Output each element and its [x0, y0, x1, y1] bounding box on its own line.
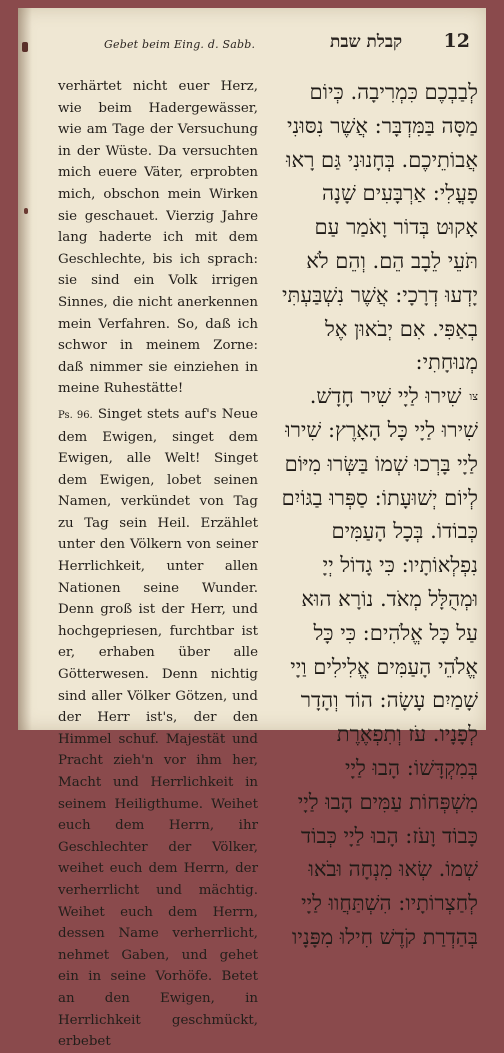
psalm-number: צו — [469, 390, 478, 404]
hebrew-line: אָקוּט בְּדוֹר וָאֹמַר עַם — [314, 215, 478, 240]
hebrew-line: כְּבוֹדוֹ. בְּכָל הָעַמִּים — [331, 519, 478, 544]
page-gutter-shadow — [18, 8, 32, 730]
hebrew-psalm-start — [270, 380, 478, 414]
psalm-reference: Ps. 96. — [58, 409, 93, 421]
hebrew-line: בְאַפִּי. אִם יְבֹאוּן אֶל — [324, 316, 478, 341]
page-edge-stain — [22, 42, 28, 52]
hebrew-line: שִׁירוּ לַיָי שִׁיר חָדָשׁ. — [309, 384, 462, 409]
hebrew-line: תֹּעֵי לֵבָב הֵם. וְהֵם לֹא — [306, 248, 478, 273]
running-header — [40, 28, 470, 54]
hebrew-column — [270, 76, 478, 955]
hebrew-line: נִפְלְאוֹתָיו: כִּי גָדוֹל יְיָ — [322, 553, 478, 578]
hebrew-line: עַל כָּל אֱלֹהִים: כִּי כָּל — [313, 620, 478, 645]
header-german-title: Gebet beim Eing. d. Sabb. — [104, 38, 256, 51]
german-paragraph — [58, 404, 258, 1053]
hebrew-line: יָדְעוּ דְרָכָי: אֲשֶׁר נִשְׁבַּעְתִּי — [282, 282, 478, 307]
hebrew-line: שָׁמַיִם עָשָׂה: הוֹד וְהָדָר — [300, 688, 478, 713]
hebrew-line: שְׁמוֹ. שְׂאוּ מִנְחָה וּבֹאוּ — [308, 857, 478, 882]
hebrew-line: וּמְהֻלָּל מְאֹד. נוֹרָא הוּא — [301, 586, 478, 611]
hebrew-line: לְבַבְכֶם כִּמְרִיבָה. כְּיוֹם — [309, 80, 478, 104]
hebrew-line: מִשְׁפְּחוֹת עַמִּים הָבוּ לַיָי — [297, 789, 478, 814]
hebrew-line: בְּהַדְרַת קֹדֶשׁ חִילוּ מִפָּנָיו — [292, 924, 478, 949]
hebrew-line: אֱלֹהֵי הָעַמִּים אֱלִילִים וַיָי — [290, 654, 478, 679]
page-edge-stain — [24, 208, 28, 214]
hebrew-line: מְנוּחָתִי: — [415, 350, 478, 375]
hebrew-line: כָּבוֹד וָעֹז: הָבוּ לַיָי כְּבוֹד — [300, 823, 478, 848]
hebrew-line: אֲבוֹתֵיכֶם. בְּחָנוּנִי גַּם רָאוּ — [286, 147, 478, 172]
hebrew-line: מַסָּה בַּמִּדְבָּר: אֲשֶׁר נִסּוּנִי — [287, 113, 478, 138]
hebrew-line: לְיוֹם יְשׁוּעָתוֹ: סַפְּרוּ בַגּוֹיִם — [281, 485, 478, 510]
german-column — [58, 76, 258, 1053]
hebrew-line: לְחַצְרוֹתָיו: הִשְׁתַּחֲווּ לַיָי — [301, 891, 478, 916]
hebrew-line: לְפָנָיו. עֹז וְתִפְאֶרֶת — [336, 722, 478, 747]
german-paragraph-text: Singet stets auf's Neue dem Ewigen, singet dem Ewigen, alle Welt! Singet dem Ewigen, lobet seinen Namen, verkündet von Tag zu Tag sein Heil. Erzählet unter den Völkern von seiner Herrlichkeit, unter allen Nationen seine Wunder. Denn groß ist der Herr, und hochgepriesen, furchtbar ist er, erhaben über alle Götterwesen. Denn nichtig sind aller Völker Götzen, und der Herr ist's, der den Himmel schuf. Majestät und Pracht zieh'n vor ihm her, Macht und Herrlichkeit in seinem Heiligthume. Weihet euch dem Herrn, ihr Geschlechter der Völker, weihet euch dem Herrn, der verherrlicht und mächtig. Weihet euch dem Herrn, dessen Name verherrlicht, nehmet Gaben, und gehet ein in seine Vorhöfe. Betet an den Ewigen, in Herrlichkeit geschmückt, erbebet — [58, 406, 258, 1050]
page-number: 12 — [443, 30, 470, 52]
hebrew-line: פָעֳלִי: אַרְבָּעִים שָׁנָה — [322, 181, 478, 206]
hebrew-line: שִׁירוּ לַיָי כָּל הָאָרֶץ: שִׁירוּ — [285, 417, 478, 442]
header-hebrew-title: קבלת שבת — [330, 32, 403, 52]
book-page — [18, 8, 486, 1050]
hebrew-line: בְּמִקְדָּשׁוֹ: הָבוּ לַיָי — [345, 755, 478, 780]
hebrew-line: לַיָי בָּרְכוּ שְׁמוֹ בַּשְּׂרוּ מִיּוֹם — [284, 451, 478, 476]
german-paragraph: verhärtet nicht euer Herz, wie beim Hadergewässer, wie am Tage der Versuchung in der Wüste. Da versuchten mich euere Väter, erprobten mich, obschon mein Wirken sie geschauet. Vierzig Jahre lang haderte ich mit dem Geschlechte, bis ich sprach: sie sind ein Volk irrigen Sinnes, die nicht anerkennen mein Verfahren. So, daß ich schwor in meinem Zorne: daß nimmer sie einziehen in meine Ruhestätte! — [58, 79, 258, 397]
